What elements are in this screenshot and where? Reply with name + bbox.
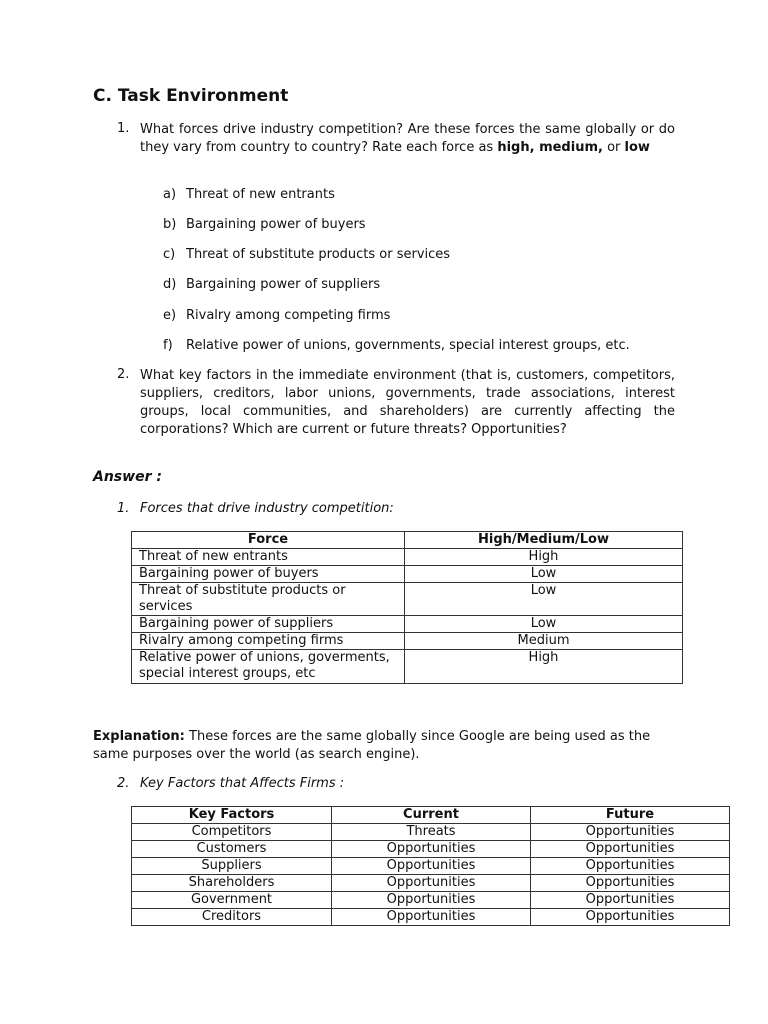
column-header-current: Current: [332, 807, 531, 824]
rating-cell: Medium: [405, 633, 683, 650]
sub-item-text: Bargaining power of suppliers: [186, 277, 381, 292]
sub-item: [163, 247, 450, 262]
rating-cell: Low: [405, 616, 683, 633]
table-row: [132, 841, 730, 858]
force-cell: Relative power of unions, goverments, special interest groups, etc: [132, 650, 405, 684]
table-row: [132, 909, 730, 926]
sub-item: [163, 187, 335, 202]
current-cell: Opportunities: [332, 875, 531, 892]
force-cell: Bargaining power of suppliers: [132, 616, 405, 633]
sub-item-label: a): [163, 187, 177, 202]
explanation-paragraph: [93, 728, 676, 764]
current-cell: Opportunities: [332, 858, 531, 875]
future-cell: Opportunities: [531, 841, 730, 858]
table-row: [132, 875, 730, 892]
sub-item: [163, 308, 390, 323]
table-header-row: [132, 807, 730, 824]
factor-cell: Creditors: [132, 909, 332, 926]
sub-item-label: c): [163, 247, 176, 262]
question-1-bold-high-medium: high, medium,: [497, 140, 603, 155]
future-cell: Opportunities: [531, 858, 730, 875]
sub-item-text: Rivalry among competing firms: [186, 308, 391, 323]
forces-table: [131, 531, 683, 684]
column-header-key-factors: Key Factors: [132, 807, 332, 824]
rating-cell: High: [405, 650, 683, 684]
column-header-force: Force: [132, 532, 405, 549]
factors-table: [131, 806, 730, 926]
rating-cell: Low: [405, 566, 683, 583]
future-cell: Opportunities: [531, 824, 730, 841]
current-cell: Opportunities: [332, 909, 531, 926]
current-cell: Opportunities: [332, 841, 531, 858]
force-cell: Threat of substitute products or services: [132, 583, 405, 616]
question-1-number: 1.: [117, 121, 130, 136]
table-header-row: [132, 532, 683, 549]
answer-1-text: Forces that drive industry competition:: [140, 501, 394, 516]
sub-item-label: b): [163, 217, 177, 232]
sub-item: [163, 338, 630, 353]
factor-cell: Government: [132, 892, 332, 909]
explanation-text: These forces are the same globally since Google are being used as the same purposes over the world (as search engine).: [93, 729, 651, 762]
table-row: [132, 616, 683, 633]
table-row: [132, 858, 730, 875]
table-row: [132, 633, 683, 650]
force-cell: Bargaining power of buyers: [132, 566, 405, 583]
force-cell: Threat of new entrants: [132, 549, 405, 566]
factor-cell: Competitors: [132, 824, 332, 841]
question-1-bold-low: low: [624, 140, 650, 155]
question-1-or: or: [602, 140, 625, 155]
sub-item-text: Threat of substitute products or services: [186, 247, 451, 262]
future-cell: Opportunities: [531, 892, 730, 909]
sub-item-label: f): [163, 338, 173, 353]
factor-cell: Shareholders: [132, 875, 332, 892]
current-cell: Opportunities: [332, 892, 531, 909]
sub-item-text: Threat of new entrants: [186, 187, 335, 202]
rating-cell: High: [405, 549, 683, 566]
sub-item: [163, 217, 366, 232]
answer-1-number: 1.: [117, 501, 130, 516]
sub-item: [163, 277, 380, 292]
future-cell: Opportunities: [531, 909, 730, 926]
table-row: [132, 824, 730, 841]
question-1-text: [140, 121, 675, 157]
force-cell: Rivalry among competing firms: [132, 633, 405, 650]
factor-cell: Suppliers: [132, 858, 332, 875]
table-row: [132, 892, 730, 909]
section-title: C. Task Environment: [93, 86, 289, 106]
table-row: [132, 566, 683, 583]
sub-item-label: e): [163, 308, 177, 323]
sub-item-label: d): [163, 277, 177, 292]
column-header-rating: High/Medium/Low: [405, 532, 683, 549]
table-row: [132, 549, 683, 566]
answer-2-number: 2.: [117, 776, 130, 791]
table-row: [132, 583, 683, 616]
factor-cell: Customers: [132, 841, 332, 858]
answer-2-text: Key Factors that Affects Firms :: [140, 776, 345, 791]
table-row: [132, 650, 683, 684]
future-cell: Opportunities: [531, 875, 730, 892]
sub-item-text: Relative power of unions, governments, special interest groups, etc.: [186, 338, 630, 353]
question-1-body: What forces drive industry competition? Are these forces the same globally or do they vary from country to country? Rate each force as: [140, 122, 675, 155]
column-header-future: Future: [531, 807, 730, 824]
question-2-text: What key factors in the immediate environment (that is, customers, competitors, suppliers, creditors, labor unions, governments, trade associations, interest groups, local communities, and shareholders) are currently affecting the corporations? Which are current or future threats? Opportunities?: [140, 368, 675, 437]
question-2-number: 2.: [117, 367, 130, 382]
rating-cell: Low: [405, 583, 683, 616]
answer-label: Answer :: [93, 469, 162, 485]
explanation-label: Explanation:: [93, 729, 185, 744]
current-cell: Threats: [332, 824, 531, 841]
sub-item-text: Bargaining power of buyers: [186, 217, 366, 232]
